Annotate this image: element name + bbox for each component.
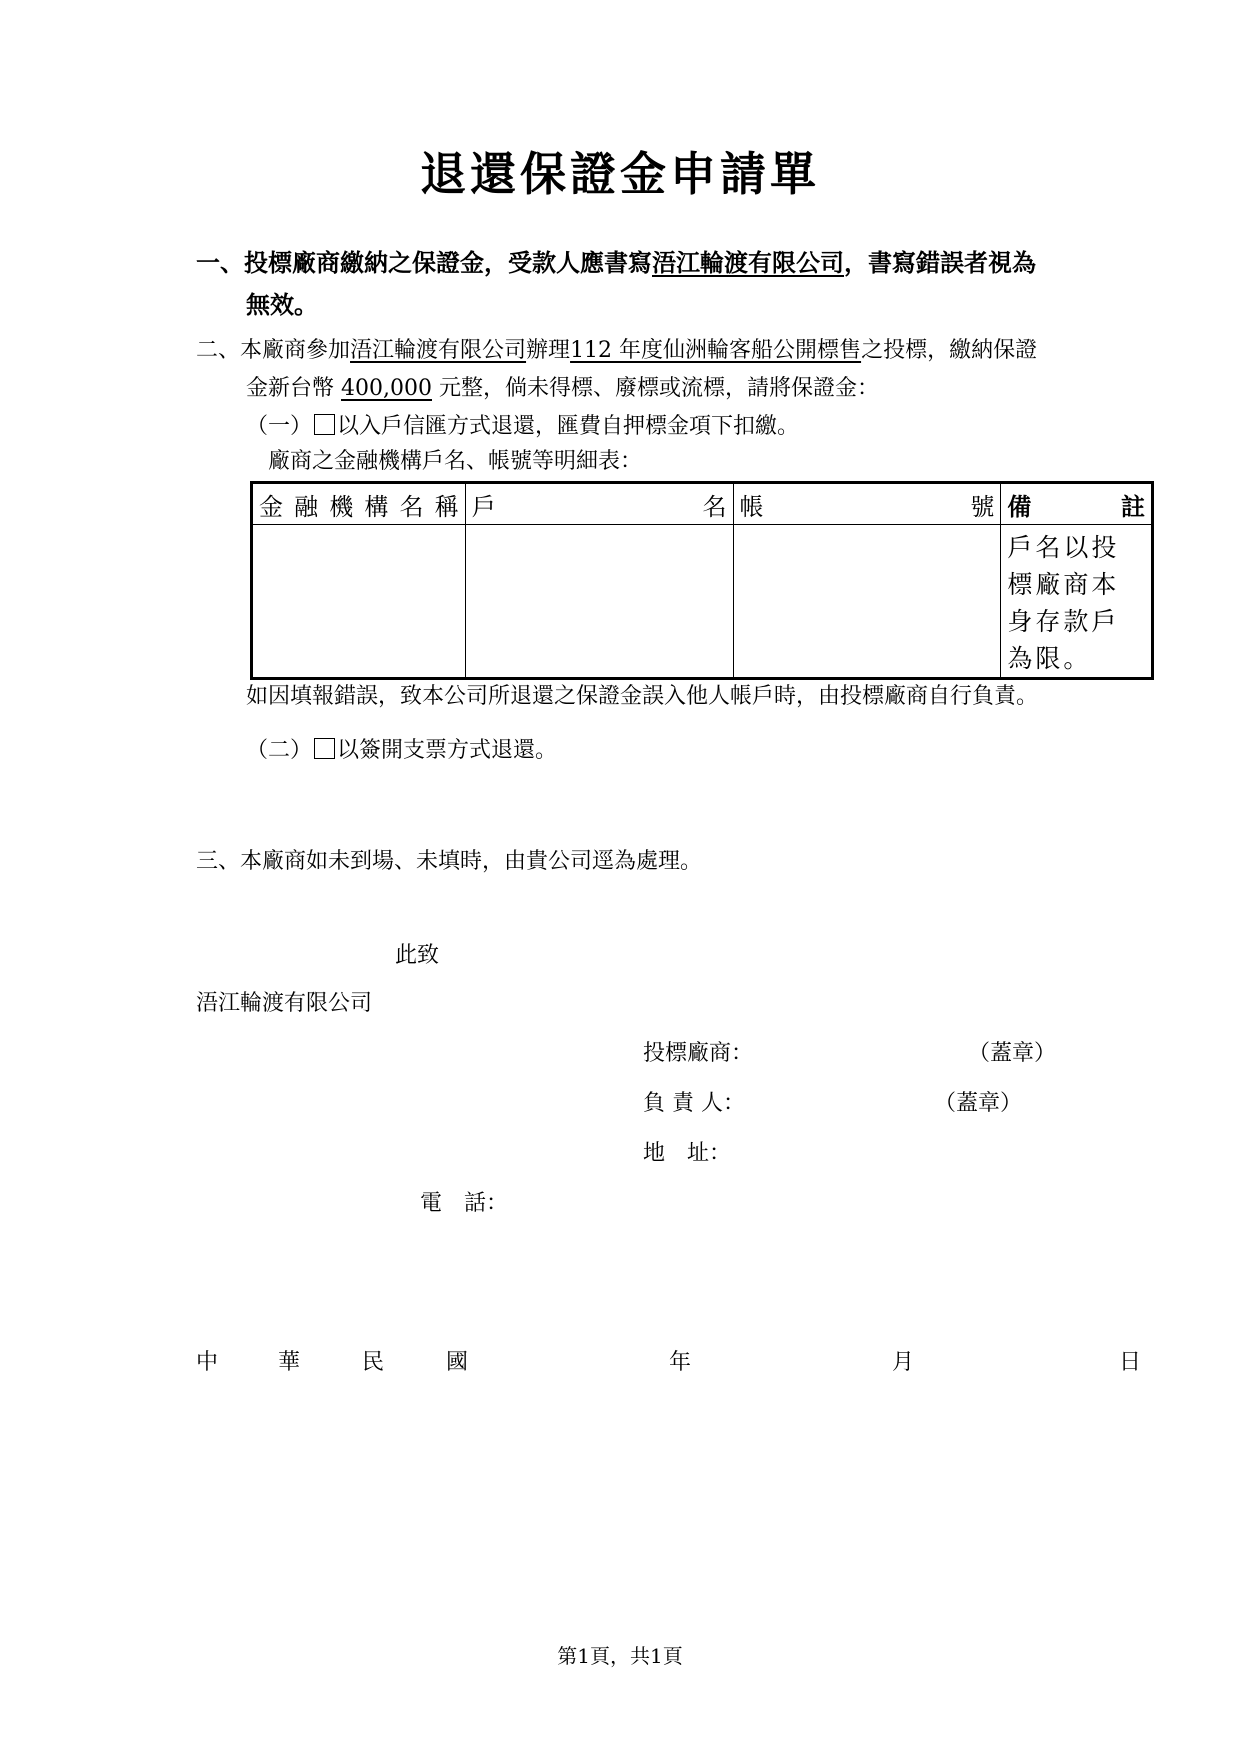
header-remark-text: [1007, 487, 1145, 522]
section-3-prefix: 三、: [196, 849, 241, 874]
header-char: 融: [294, 492, 319, 521]
person-label: 負 責 人：: [643, 1091, 745, 1116]
closing: 此致: [395, 943, 440, 968]
option-1-text: 以入戶信匯方式退還，匯費自押標金項下扣繳。: [337, 414, 800, 439]
bidder-label: 投標廠商：: [643, 1041, 754, 1066]
option-2: [246, 737, 557, 765]
date-char-3: 民: [362, 1350, 385, 1375]
header-char: 備: [1007, 491, 1032, 521]
header-account-name-text: [472, 487, 727, 522]
remark-cell: [1001, 525, 1153, 679]
section-2-text-b: 辦理: [526, 338, 571, 363]
date-char-1: 中: [196, 1350, 219, 1375]
table-row: [252, 525, 1153, 679]
section-2-line-2: [246, 375, 879, 403]
table-caption: 廠商之金融機構戶名、帳號等明細表：: [268, 449, 643, 474]
header-char: 金: [259, 492, 283, 521]
date-char-2: 華: [278, 1350, 301, 1375]
account-name-field[interactable]: [465, 525, 733, 679]
phone-label: 電 話：: [420, 1191, 509, 1216]
header-char: 名: [702, 492, 727, 521]
section-2-project: 112 年度仙洲輪客船公開標售: [570, 338, 862, 363]
header-char: 構: [364, 492, 389, 521]
section-1-company: 浯江輪渡有限公司: [652, 248, 844, 277]
option-1: [246, 413, 799, 441]
section-1-line-2: 無效。: [246, 290, 318, 319]
header-char: 名: [399, 492, 424, 521]
section-2-prefix: 二、: [196, 338, 241, 363]
section-2-company: 浯江輪渡有限公司: [350, 338, 527, 363]
person-seal: （蓋章）: [934, 1091, 1023, 1116]
header-char: 號: [970, 492, 995, 521]
option-1-checkbox[interactable]: [314, 414, 335, 435]
page-footer: 第1頁，共1頁: [557, 1644, 683, 1668]
header-account-number: [733, 483, 1001, 525]
section-1-text-a: 投標廠商繳納之保證金，受款人應書寫: [244, 248, 652, 277]
section-1-text-b: ，書寫錯誤者視為: [844, 248, 1036, 277]
header-account-name: [465, 483, 733, 525]
date-year: 年: [669, 1350, 692, 1375]
section-1-line-1: [196, 243, 1036, 278]
option-2-text: 以簽開支票方式退還。: [337, 738, 558, 763]
bidder-seal: （蓋章）: [968, 1041, 1057, 1066]
header-bank-name: [252, 483, 466, 525]
header-bank-name-text: [259, 487, 459, 522]
header-char: 帳: [739, 492, 764, 521]
section-1-prefix: 一、: [196, 248, 244, 277]
header-char: 戶: [471, 492, 496, 521]
warning-text: 如因填報錯誤，致本公司所退還之保證金誤入他人帳戶時，由投標廠商自行負責。: [246, 684, 1039, 709]
address-label: 地 址：: [643, 1141, 732, 1166]
bank-name-field[interactable]: [252, 525, 466, 679]
recipient: 浯江輪渡有限公司: [196, 991, 373, 1016]
header-account-number-text: [740, 487, 995, 522]
section-2-text-d: 金新台幣: [246, 376, 335, 401]
remark-text: 戶名以投標廠商本身存款戶為限。: [1007, 533, 1120, 673]
option-2-checkbox[interactable]: [314, 738, 335, 759]
section-2-text-e: 元整，倘未得標、廢標或流標，請將保證金：: [439, 376, 880, 401]
date-day: 日: [1119, 1350, 1142, 1375]
date-char-4: 國: [446, 1350, 469, 1375]
section-2-line-1: [196, 337, 1037, 365]
date-line: [196, 1345, 1146, 1376]
option-1-num: （一）: [246, 414, 313, 439]
date-month: 月: [892, 1350, 915, 1375]
header-char: 稱: [434, 492, 459, 521]
header-remark: [1001, 483, 1153, 525]
table-header-row: [252, 483, 1153, 525]
section-3: [196, 848, 702, 876]
header-char: 機: [329, 492, 354, 521]
option-2-num: （二）: [246, 738, 313, 763]
account-number-field[interactable]: [733, 525, 1001, 679]
section-2-text-a: 本廠商參加: [240, 338, 351, 363]
header-char: 註: [1121, 491, 1145, 521]
section-2-text-c: 之投標，繳納保證: [861, 338, 1038, 363]
page-title: 退還保證金申請單: [420, 147, 820, 201]
section-2-amount: 400,000: [341, 376, 432, 401]
bank-details-table: [250, 481, 1154, 680]
section-3-text: 本廠商如未到場、未填時，由貴公司逕為處理。: [240, 849, 703, 874]
